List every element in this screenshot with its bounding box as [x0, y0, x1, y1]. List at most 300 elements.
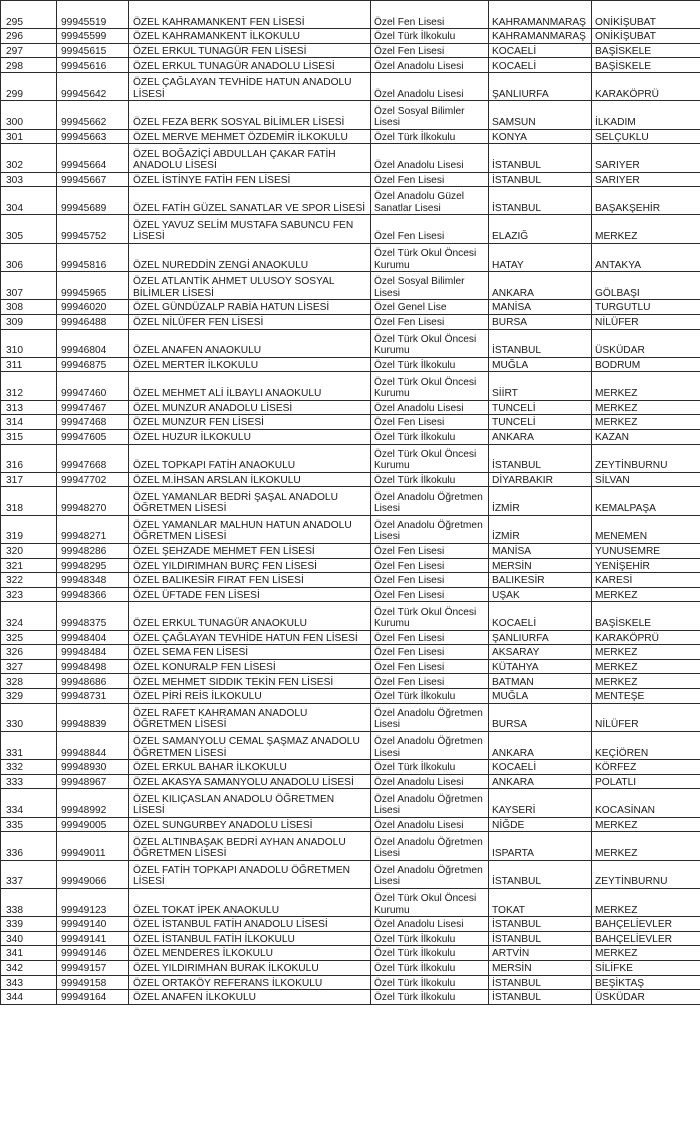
institution-code: 99948484: [57, 645, 129, 660]
city-name: KAHRAMANMARAŞ: [489, 29, 592, 44]
institution-code: 99949005: [57, 817, 129, 832]
institution-code: 99945816: [57, 243, 129, 271]
institution-type: Özel Türk İlkokulu: [371, 960, 489, 975]
institution-name: ÖZEL MERVE MEHMET ÖZDEMİR İLKOKULU: [129, 129, 371, 144]
institution-type: Özel Anadolu Lisesi: [371, 774, 489, 789]
institution-name: ÖZEL SUNGURBEY ANADOLU LİSESİ: [129, 817, 371, 832]
city-name: KOCAELİ: [489, 760, 592, 775]
row-number: 318: [1, 487, 57, 515]
institution-type: Özel Türk İlkokulu: [371, 990, 489, 1005]
district-name: MERKEZ: [592, 645, 700, 660]
row-number: 340: [1, 931, 57, 946]
district-name: BEŞİKTAŞ: [592, 975, 700, 990]
city-name: ANKARA: [489, 272, 592, 300]
institution-code: 99947467: [57, 400, 129, 415]
institution-code: 99946020: [57, 300, 129, 315]
table-row: [1, 917, 700, 932]
institution-code: 99946488: [57, 314, 129, 329]
table-row: [1, 774, 700, 789]
institution-name: ÖZEL FATİH TOPKAPI ANADOLU ÖĞRETMEN LİSESİ: [129, 860, 371, 888]
city-name: İSTANBUL: [489, 975, 592, 990]
city-name: AKSARAY: [489, 645, 592, 660]
city-name: İZMİR: [489, 515, 592, 543]
district-name: MERKEZ: [592, 817, 700, 832]
district-name: NİLÜFER: [592, 314, 700, 329]
city-name: İSTANBUL: [489, 990, 592, 1005]
city-name: NİĞDE: [489, 817, 592, 832]
city-name: İSTANBUL: [489, 931, 592, 946]
row-number: 328: [1, 674, 57, 689]
institution-type: Özel Türk Okul Öncesi Kurumu: [371, 329, 489, 357]
institution-name: ÖZEL HUZUR İLKOKULU: [129, 429, 371, 444]
district-name: BAŞİSKELE: [592, 58, 700, 73]
institution-name: ÖZEL MUNZUR FEN LİSESİ: [129, 415, 371, 430]
city-name: HATAY: [489, 243, 592, 271]
row-number: 337: [1, 860, 57, 888]
institution-type: Özel Anadolu Öğretmen Lisesi: [371, 789, 489, 817]
district-name: BAŞİSKELE: [592, 43, 700, 58]
institution-name: ÖZEL ERKUL TUNAGÜR FEN LİSESİ: [129, 43, 371, 58]
institution-type: Özel Fen Lisesi: [371, 415, 489, 430]
institution-name: ÖZEL ATLANTİK AHMET ULUSOY SOSYAL BİLİMLER LİSESİ: [129, 272, 371, 300]
institution-type: Özel Türk İlkokulu: [371, 29, 489, 44]
table-row: [1, 587, 700, 602]
city-name: ŞANLIURFA: [489, 630, 592, 645]
institution-code: 99945663: [57, 129, 129, 144]
table-row: [1, 990, 700, 1005]
city-name: İSTANBUL: [489, 917, 592, 932]
district-name: NİLÜFER: [592, 703, 700, 731]
institution-type: Özel Anadolu Öğretmen Lisesi: [371, 703, 489, 731]
institution-code: 99948375: [57, 602, 129, 630]
institution-type: Özel Fen Lisesi: [371, 659, 489, 674]
city-name: ISPARTA: [489, 832, 592, 860]
institution-name: ÖZEL KILIÇASLAN ANADOLU ÖĞRETMEN LİSESİ: [129, 789, 371, 817]
institution-type: Özel Türk Okul Öncesi Kurumu: [371, 888, 489, 916]
institution-code: 99948286: [57, 543, 129, 558]
institution-name: ÖZEL KAHRAMANKENT FEN LİSESİ: [129, 1, 371, 29]
institution-type: Özel Fen Lisesi: [371, 215, 489, 243]
row-number: 301: [1, 129, 57, 144]
table-row: [1, 144, 700, 172]
district-name: MERKEZ: [592, 659, 700, 674]
institution-code: 99948844: [57, 731, 129, 759]
table-row: [1, 73, 700, 101]
institution-name: ÖZEL BOĞAZİÇİ ABDULLAH ÇAKAR FATİH ANADOLU LİSESİ: [129, 144, 371, 172]
institution-code: 99945965: [57, 272, 129, 300]
table-row: [1, 832, 700, 860]
table-row: [1, 43, 700, 58]
row-number: 333: [1, 774, 57, 789]
row-number: 310: [1, 329, 57, 357]
district-name: İLKADIM: [592, 101, 700, 129]
row-number: 341: [1, 946, 57, 961]
table-row: [1, 630, 700, 645]
institution-name: ÖZEL ORTAKÖY REFERANS İLKOKULU: [129, 975, 371, 990]
row-number: 295: [1, 1, 57, 29]
row-number: 334: [1, 789, 57, 817]
district-name: ÜSKÜDAR: [592, 990, 700, 1005]
institution-name: ÖZEL FEZA BERK SOSYAL BİLİMLER LİSESİ: [129, 101, 371, 129]
city-name: BALIKESİR: [489, 573, 592, 588]
district-name: MENTEŞE: [592, 689, 700, 704]
city-name: ELAZIĞ: [489, 215, 592, 243]
table-row: [1, 731, 700, 759]
row-number: 304: [1, 187, 57, 215]
institution-name: ÖZEL KAHRAMANKENT İLKOKULU: [129, 29, 371, 44]
district-name: ZEYTİNBURNU: [592, 860, 700, 888]
district-name: BAŞAKŞEHİR: [592, 187, 700, 215]
institution-code: 99946875: [57, 357, 129, 372]
table-row: [1, 1, 700, 29]
institution-name: ÖZEL MEHMET SIDDIK TEKİN FEN LİSESİ: [129, 674, 371, 689]
district-name: MERKEZ: [592, 215, 700, 243]
city-name: İSTANBUL: [489, 329, 592, 357]
city-name: SİİRT: [489, 372, 592, 400]
institution-code: 99949140: [57, 917, 129, 932]
row-number: 306: [1, 243, 57, 271]
table-row: [1, 789, 700, 817]
row-number: 335: [1, 817, 57, 832]
institution-type: Özel Türk İlkokulu: [371, 472, 489, 487]
institution-code: 99946804: [57, 329, 129, 357]
institution-type: Özel Sosyal Bilimler Lisesi: [371, 101, 489, 129]
city-name: TUNCELİ: [489, 415, 592, 430]
district-name: BAHÇELİEVLER: [592, 931, 700, 946]
institution-code: 99948992: [57, 789, 129, 817]
institution-code: 99945752: [57, 215, 129, 243]
table-row: [1, 472, 700, 487]
institution-code: 99948295: [57, 558, 129, 573]
institution-type: Özel Türk İlkokulu: [371, 429, 489, 444]
table-row: [1, 946, 700, 961]
district-name: TURGUTLU: [592, 300, 700, 315]
institution-type: Özel Türk İlkokulu: [371, 931, 489, 946]
institution-name: ÖZEL MUNZUR ANADOLU LİSESİ: [129, 400, 371, 415]
institution-type: Özel Anadolu Lisesi: [371, 144, 489, 172]
row-number: 296: [1, 29, 57, 44]
institution-type: Özel Anadolu Öğretmen Lisesi: [371, 487, 489, 515]
institution-type: Özel Anadolu Öğretmen Lisesi: [371, 731, 489, 759]
city-name: MANİSA: [489, 300, 592, 315]
city-name: BATMAN: [489, 674, 592, 689]
institution-name: ÖZEL MEHMET ALİ İLBAYLI ANAOKULU: [129, 372, 371, 400]
institution-name: ÖZEL ERKUL TUNAGÜR ANAOKULU: [129, 602, 371, 630]
district-name: MENEMEN: [592, 515, 700, 543]
row-number: 344: [1, 990, 57, 1005]
district-name: KOCASİNAN: [592, 789, 700, 817]
row-number: 302: [1, 144, 57, 172]
city-name: İZMİR: [489, 487, 592, 515]
institution-code: 99945599: [57, 29, 129, 44]
table-body: [1, 1, 700, 1005]
district-name: ÜSKÜDAR: [592, 329, 700, 357]
table-row: [1, 602, 700, 630]
institution-type: Özel Fen Lisesi: [371, 1, 489, 29]
district-name: MERKEZ: [592, 587, 700, 602]
table-row: [1, 888, 700, 916]
row-number: 300: [1, 101, 57, 129]
row-number: 322: [1, 573, 57, 588]
city-name: İSTANBUL: [489, 187, 592, 215]
institution-type: Özel Fen Lisesi: [371, 587, 489, 602]
table-row: [1, 817, 700, 832]
row-number: 315: [1, 429, 57, 444]
table-row: [1, 329, 700, 357]
institution-code: 99948366: [57, 587, 129, 602]
institution-type: Özel Anadolu Öğretmen Lisesi: [371, 860, 489, 888]
table-row: [1, 429, 700, 444]
table-row: [1, 689, 700, 704]
row-number: 321: [1, 558, 57, 573]
city-name: İSTANBUL: [489, 144, 592, 172]
district-name: ANTAKYA: [592, 243, 700, 271]
institution-type: Özel Fen Lisesi: [371, 573, 489, 588]
district-name: KARAKÖPRÜ: [592, 73, 700, 101]
institution-type: Özel Sosyal Bilimler Lisesi: [371, 272, 489, 300]
institution-name: ÖZEL ANAFEN ANAOKULU: [129, 329, 371, 357]
table-row: [1, 573, 700, 588]
city-name: ARTVİN: [489, 946, 592, 961]
row-number: 308: [1, 300, 57, 315]
institution-name: ÖZEL AKASYA SAMANYOLU ANADOLU LİSESİ: [129, 774, 371, 789]
institution-code: 99945519: [57, 1, 129, 29]
institution-code: 99949146: [57, 946, 129, 961]
table-row: [1, 101, 700, 129]
table-row: [1, 357, 700, 372]
district-name: KEMALPAŞA: [592, 487, 700, 515]
institution-code: 99948839: [57, 703, 129, 731]
row-number: 339: [1, 917, 57, 932]
city-name: KOCAELİ: [489, 602, 592, 630]
institution-code: 99948930: [57, 760, 129, 775]
city-name: İSTANBUL: [489, 172, 592, 187]
institution-name: ÖZEL SAMANYOLU CEMAL ŞAŞMAZ ANADOLU ÖĞRETMEN LİSESİ: [129, 731, 371, 759]
institution-type: Özel Türk İlkokulu: [371, 357, 489, 372]
institution-code: 99948498: [57, 659, 129, 674]
row-number: 331: [1, 731, 57, 759]
row-number: 336: [1, 832, 57, 860]
institution-code: 99948348: [57, 573, 129, 588]
table-row: [1, 300, 700, 315]
district-name: SELÇUKLU: [592, 129, 700, 144]
institution-name: ÖZEL NUREDDİN ZENGİ ANAOKULU: [129, 243, 371, 271]
institution-code: 99948967: [57, 774, 129, 789]
city-name: KOCAELİ: [489, 58, 592, 73]
institution-type: Özel Anadolu Güzel Sanatlar Lisesi: [371, 187, 489, 215]
table-row: [1, 444, 700, 472]
district-name: GÖLBAŞI: [592, 272, 700, 300]
institution-type: Özel Anadolu Öğretmen Lisesi: [371, 832, 489, 860]
institution-name: ÖZEL TOPKAPI FATİH ANAOKULU: [129, 444, 371, 472]
table-row: [1, 215, 700, 243]
institution-type: Özel Türk Okul Öncesi Kurumu: [371, 372, 489, 400]
row-number: 297: [1, 43, 57, 58]
district-name: BODRUM: [592, 357, 700, 372]
institution-code: 99948270: [57, 487, 129, 515]
institution-name: ÖZEL ALTINBAŞAK BEDRİ AYHAN ANADOLU ÖĞRETMEN LİSESİ: [129, 832, 371, 860]
institution-type: Özel Türk Okul Öncesi Kurumu: [371, 602, 489, 630]
table-row: [1, 931, 700, 946]
table-row: [1, 860, 700, 888]
institution-name: ÖZEL SEMA FEN LİSESİ: [129, 645, 371, 660]
city-name: ŞANLIURFA: [489, 73, 592, 101]
row-number: 305: [1, 215, 57, 243]
city-name: BURSA: [489, 703, 592, 731]
city-name: İSTANBUL: [489, 444, 592, 472]
city-name: ANKARA: [489, 731, 592, 759]
district-name: SARIYER: [592, 172, 700, 187]
district-name: ONİKİŞUBAT: [592, 29, 700, 44]
institution-name: ÖZEL YAMANLAR MALHUN HATUN ANADOLU ÖĞRETMEN LİSESİ: [129, 515, 371, 543]
institution-type: Özel Anadolu Lisesi: [371, 58, 489, 73]
institution-code: 99945667: [57, 172, 129, 187]
district-name: KARAKÖPRÜ: [592, 630, 700, 645]
city-name: KAHRAMANMARAŞ: [489, 1, 592, 29]
district-name: ZEYTİNBURNU: [592, 444, 700, 472]
district-name: ONİKİŞUBAT: [592, 1, 700, 29]
row-number: 298: [1, 58, 57, 73]
institution-name: ÖZEL ERKUL BAHAR İLKOKULU: [129, 760, 371, 775]
institution-type: Özel Anadolu Lisesi: [371, 817, 489, 832]
row-number: 307: [1, 272, 57, 300]
district-name: MERKEZ: [592, 832, 700, 860]
district-name: SİLİFKE: [592, 960, 700, 975]
institution-type: Özel Genel Lise: [371, 300, 489, 315]
institution-name: ÖZEL ANAFEN İLKOKULU: [129, 990, 371, 1005]
institution-name: ÖZEL GÜNDÜZALP RABİA HATUN LİSESİ: [129, 300, 371, 315]
institution-code: 99947468: [57, 415, 129, 430]
institution-code: 99949157: [57, 960, 129, 975]
city-name: TUNCELİ: [489, 400, 592, 415]
institution-type: Özel Anadolu Öğretmen Lisesi: [371, 515, 489, 543]
city-name: TOKAT: [489, 888, 592, 916]
city-name: KÜTAHYA: [489, 659, 592, 674]
institution-type: Özel Türk İlkokulu: [371, 689, 489, 704]
city-name: KONYA: [489, 129, 592, 144]
table-row: [1, 272, 700, 300]
institution-name: ÖZEL İSTANBUL FATİH İLKOKULU: [129, 931, 371, 946]
institution-type: Özel Türk İlkokulu: [371, 946, 489, 961]
institution-name: ÖZEL MENDERES İLKOKULU: [129, 946, 371, 961]
institution-name: ÖZEL İSTİNYE FATİH FEN LİSESİ: [129, 172, 371, 187]
institution-type: Özel Fen Lisesi: [371, 543, 489, 558]
institution-name: ÖZEL MERTER İLKOKULU: [129, 357, 371, 372]
district-name: MERKEZ: [592, 888, 700, 916]
district-name: MERKEZ: [592, 674, 700, 689]
institution-name: ÖZEL YAVUZ SELİM MUSTAFA SABUNCU FEN LİSESİ: [129, 215, 371, 243]
institution-type: Özel Türk İlkokulu: [371, 760, 489, 775]
institution-code: 99947460: [57, 372, 129, 400]
row-number: 343: [1, 975, 57, 990]
district-name: KARESİ: [592, 573, 700, 588]
institution-type: Özel Anadolu Lisesi: [371, 73, 489, 101]
institution-type: Özel Türk Okul Öncesi Kurumu: [371, 444, 489, 472]
district-name: POLATLI: [592, 774, 700, 789]
institution-name: ÖZEL ERKUL TUNAGÜR ANADOLU LİSESİ: [129, 58, 371, 73]
table-row: [1, 58, 700, 73]
institution-type: Özel Fen Lisesi: [371, 674, 489, 689]
institution-type: Özel Fen Lisesi: [371, 314, 489, 329]
row-number: 329: [1, 689, 57, 704]
institution-name: ÖZEL BALIKESİR FIRAT FEN LİSESİ: [129, 573, 371, 588]
row-number: 303: [1, 172, 57, 187]
district-name: MERKEZ: [592, 372, 700, 400]
row-number: 326: [1, 645, 57, 660]
city-name: UŞAK: [489, 587, 592, 602]
institution-name: ÖZEL ÜFTADE FEN LİSESİ: [129, 587, 371, 602]
row-number: 309: [1, 314, 57, 329]
district-name: KÖRFEZ: [592, 760, 700, 775]
institution-type: Özel Türk İlkokulu: [371, 975, 489, 990]
row-number: 311: [1, 357, 57, 372]
city-name: BURSA: [489, 314, 592, 329]
institution-code: 99945616: [57, 58, 129, 73]
table-row: [1, 703, 700, 731]
table-row: [1, 400, 700, 415]
city-name: MUĞLA: [489, 357, 592, 372]
table-row: [1, 645, 700, 660]
institution-name: ÖZEL ÇAĞLAYAN TEVHİDE HATUN ANADOLU LİSESİ: [129, 73, 371, 101]
table-row: [1, 515, 700, 543]
district-name: BAŞİSKELE: [592, 602, 700, 630]
row-number: 299: [1, 73, 57, 101]
institution-name: ÖZEL ÇAĞLAYAN TEVHİDE HATUN FEN LİSESİ: [129, 630, 371, 645]
institution-code: 99948404: [57, 630, 129, 645]
row-number: 317: [1, 472, 57, 487]
city-name: MERSİN: [489, 960, 592, 975]
institution-code: 99945689: [57, 187, 129, 215]
institution-type: Özel Fen Lisesi: [371, 558, 489, 573]
row-number: 316: [1, 444, 57, 472]
city-name: KOCAELİ: [489, 43, 592, 58]
city-name: ANKARA: [489, 429, 592, 444]
institution-name: ÖZEL YAMANLAR BEDRİ ŞAŞAL ANADOLU ÖĞRETMEN LİSESİ: [129, 487, 371, 515]
row-number: 320: [1, 543, 57, 558]
institution-code: 99945662: [57, 101, 129, 129]
institution-code: 99947605: [57, 429, 129, 444]
institution-type: Özel Fen Lisesi: [371, 645, 489, 660]
table-row: [1, 543, 700, 558]
table-row: [1, 314, 700, 329]
institution-name: ÖZEL FATİH GÜZEL SANATLAR VE SPOR LİSESİ: [129, 187, 371, 215]
institution-name: ÖZEL İSTANBUL FATİH ANADOLU LİSESİ: [129, 917, 371, 932]
city-name: İSTANBUL: [489, 860, 592, 888]
institution-code: 99947702: [57, 472, 129, 487]
institution-code: 99945642: [57, 73, 129, 101]
institution-code: 99947668: [57, 444, 129, 472]
institution-type: Özel Anadolu Lisesi: [371, 917, 489, 932]
institution-code: 99948686: [57, 674, 129, 689]
district-name: MERKEZ: [592, 946, 700, 961]
institution-name: ÖZEL ŞEHZADE MEHMET FEN LİSESİ: [129, 543, 371, 558]
row-number: 312: [1, 372, 57, 400]
city-name: MUĞLA: [489, 689, 592, 704]
table-row: [1, 659, 700, 674]
row-number: 327: [1, 659, 57, 674]
institution-code: 99948271: [57, 515, 129, 543]
table-row: [1, 558, 700, 573]
institution-type: Özel Fen Lisesi: [371, 43, 489, 58]
district-name: SARIYER: [592, 144, 700, 172]
row-number: 319: [1, 515, 57, 543]
institution-code: 99945615: [57, 43, 129, 58]
institution-code: 99949066: [57, 860, 129, 888]
row-number: 338: [1, 888, 57, 916]
institution-name: ÖZEL NİLÜFER FEN LİSESİ: [129, 314, 371, 329]
row-number: 325: [1, 630, 57, 645]
institution-name: ÖZEL M.İHSAN ARSLAN İLKOKULU: [129, 472, 371, 487]
